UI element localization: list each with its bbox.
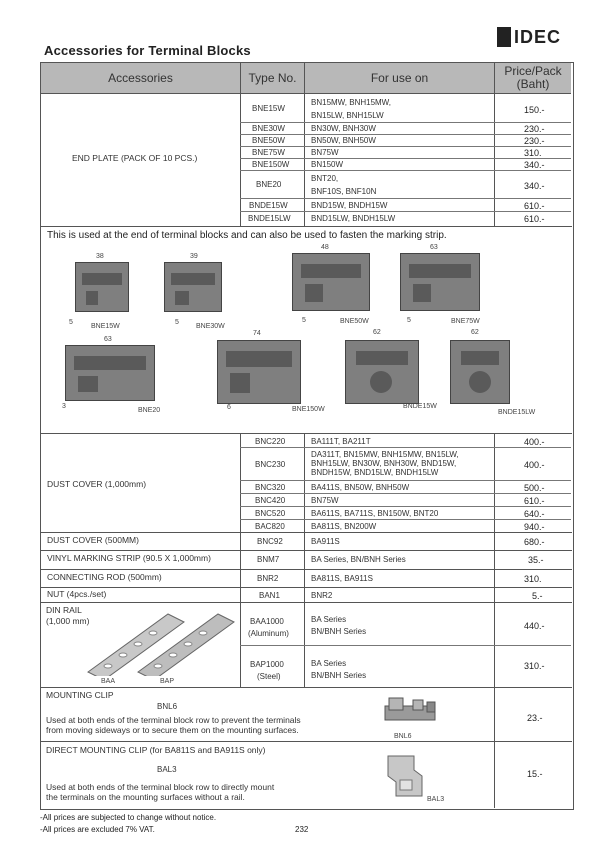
direct-clip-desc: the terminals on the mounting surfaces without a rail. xyxy=(46,792,245,802)
din-rail-price: 440.- xyxy=(524,621,545,631)
nut-label: NUT (4pcs./set) xyxy=(47,589,107,599)
end-plate-use: BN150W xyxy=(311,160,344,169)
dim-label: 38 xyxy=(96,253,104,260)
side-label: 5 xyxy=(69,319,73,326)
din-rail-use: BA Series xyxy=(311,659,347,668)
end-plate-type: BNDE15W xyxy=(249,201,288,210)
dust-cover-price: 940.- xyxy=(524,522,545,532)
dust-cover-type: BNC320 xyxy=(255,483,286,492)
end-plate-type: BNDE15LW xyxy=(248,214,291,223)
rod-price: 310. xyxy=(524,574,542,584)
end-plate-price: 230.- xyxy=(524,124,545,134)
mounting-clip-desc: from moving sideways or to secure them on the mounting surfaces. xyxy=(46,725,299,735)
direct-clip-price: 15.- xyxy=(527,769,543,779)
end-plate-use: BN75W xyxy=(311,148,339,157)
dim-label: 62 xyxy=(373,329,381,336)
end-plate-type: BNE15W xyxy=(252,104,285,113)
dust-cover-500-price: 680.- xyxy=(524,537,545,547)
din-rail-type: BAA1000 xyxy=(250,617,284,626)
dust-cover-use: BA411S, BN50W, BNH50W xyxy=(311,483,410,492)
dust-cover-price: 400.- xyxy=(524,460,545,470)
dust-cover-type: BNC220 xyxy=(255,437,286,446)
dust-cover-price: 610.- xyxy=(524,496,545,506)
vinyl-price: 35.- xyxy=(528,555,544,565)
dust-cover-price: 400.- xyxy=(524,437,545,447)
dim-label: 74 xyxy=(253,330,261,337)
din-rail-price: 310.- xyxy=(524,661,545,671)
dust-cover-use: BA811S, BN200W xyxy=(311,522,377,531)
end-plate-use: BNT20, xyxy=(311,174,339,183)
dust-cover-label: DUST COVER (1,000mm) xyxy=(47,479,147,489)
nut-type: BAN1 xyxy=(259,591,280,600)
dust-cover-500-type: BNC92 xyxy=(257,537,283,546)
rod-label: CONNECTING ROD (500mm) xyxy=(47,572,162,582)
mounting-clip-image-label: BNL6 xyxy=(394,733,412,740)
mounting-clip-price: 23.- xyxy=(527,713,543,723)
image-label: BNDE15LW xyxy=(498,409,536,416)
mounting-clip-label: MOUNTING CLIP xyxy=(46,690,114,700)
footnote: -All prices are subjected to change without notice. xyxy=(40,813,217,822)
side-label: 5 xyxy=(175,319,179,326)
end-plate-price: 230.- xyxy=(524,136,545,146)
mounting-clip-desc: Used at both ends of the terminal block row to prevent the terminals xyxy=(46,715,301,725)
end-plate-price: 150.- xyxy=(524,105,545,115)
vinyl-use: BA Series, BN/BNH Series xyxy=(311,555,406,564)
din-rail-label: DIN RAIL xyxy=(46,605,82,615)
end-plate-type: BNE75W xyxy=(252,148,285,157)
dust-cover-use: BNH15LW, BN30W, BNH30W, BND15W, xyxy=(311,459,457,468)
header-for-use-on: For use on xyxy=(370,71,429,85)
din-rail-type: BAP1000 xyxy=(250,660,284,669)
din-rail-use: BA Series xyxy=(311,615,347,624)
rod-type: BNR2 xyxy=(257,574,279,583)
din-rail-material: (Steel) xyxy=(257,672,281,681)
din-rail-length: (1,000 mm) xyxy=(46,616,90,626)
direct-clip-desc: Used at both ends of the terminal block row to directly mount xyxy=(46,782,275,792)
table-header xyxy=(41,63,571,94)
logo-mark-icon xyxy=(497,27,511,47)
dust-cover-price: 500.- xyxy=(524,483,545,493)
header-price: Price/Pack (Baht) xyxy=(504,64,562,91)
din-rail-bap-label: BAP xyxy=(160,678,175,685)
direct-clip-image-label: BAL3 xyxy=(427,796,445,803)
mounting-clip-type: BNL6 xyxy=(157,702,178,711)
end-plate-type: BNE150W xyxy=(252,160,290,169)
footnote: -All prices are excluded 7% VAT. xyxy=(40,825,155,834)
dust-cover-use: BA611S, BA711S, BN150W, BNT20 xyxy=(311,509,439,518)
nut-price: 5.- xyxy=(532,591,543,601)
end-plate-price: 310. xyxy=(524,148,542,158)
image-label: BNE150W xyxy=(292,406,325,413)
dust-cover-type: BAC820 xyxy=(255,522,285,531)
page-number: 232 xyxy=(295,825,309,834)
end-plate-price: 340.- xyxy=(524,181,545,191)
side-label: 5 xyxy=(302,317,306,324)
vinyl-type: BNM7 xyxy=(257,555,280,564)
image-label: BNE15W xyxy=(91,323,120,330)
header-type-no: Type No. xyxy=(248,71,297,85)
dust-cover-use: BNDH15W, BND15LW, BNDH15LW xyxy=(311,468,439,477)
end-plate-use: BN15LW, BNH15LW xyxy=(311,111,384,120)
direct-clip-type: BAL3 xyxy=(157,765,177,774)
end-plate-note: This is used at the end of terminal blocks and can also be used to fasten the marking strip. xyxy=(47,230,447,241)
end-plate-use: BN30W, BNH30W xyxy=(311,124,376,133)
din-rail-material: (Aluminum) xyxy=(248,629,289,638)
dim-label: 48 xyxy=(321,244,329,251)
end-plate-price: 610.- xyxy=(524,214,545,224)
side-label: 6 xyxy=(227,404,231,411)
end-plate-type: BNE30W xyxy=(252,124,285,133)
din-rail-use: BN/BNH Series xyxy=(311,627,367,636)
dust-cover-use: BA111T, BA211T xyxy=(311,437,371,446)
rod-use: BA811S, BA911S xyxy=(311,574,373,583)
end-plate-price: 340.- xyxy=(524,160,545,170)
vinyl-label: VINYL MARKING STRIP (90.5 X 1,000mm) xyxy=(47,553,211,563)
end-plate-type: BNE20 xyxy=(256,180,282,189)
nut-use: BNR2 xyxy=(311,591,333,600)
dust-cover-type: BNC520 xyxy=(255,509,286,518)
dim-label: 63 xyxy=(430,244,438,251)
end-plate-use: BN50W, BNH50W xyxy=(311,136,376,145)
end-plate-use: BND15LW, BNDH15LW xyxy=(311,214,396,223)
idec-logo xyxy=(497,27,561,47)
din-rail-baa-label: BAA xyxy=(101,678,116,685)
dim-label: 62 xyxy=(471,329,479,336)
direct-clip-label: DIRECT MOUNTING CLIP (for BA811S and BA911S only) xyxy=(46,745,266,755)
dust-cover-use: DA311T, BN15MW, BNH15MW, BN15LW, xyxy=(311,450,459,459)
mounting-clip-image xyxy=(383,694,439,730)
dim-label: 39 xyxy=(190,253,198,260)
end-plate-price: 610.- xyxy=(524,201,545,211)
dust-cover-type: BNC420 xyxy=(255,496,286,505)
dust-cover-500-label: DUST COVER (500MM) xyxy=(47,535,139,545)
image-label: BNE30W xyxy=(196,323,225,330)
logo-text: IDEC xyxy=(514,26,562,47)
dust-cover-price: 640.- xyxy=(524,509,545,519)
image-label: BNE75W xyxy=(451,318,480,325)
end-plate-label: END PLATE (PACK OF 10 PCS.) xyxy=(72,153,198,163)
side-label: 3 xyxy=(62,403,66,410)
din-rail-use: BN/BNH Series xyxy=(311,671,367,680)
end-plate-use: BN15MW, BNH15MW, xyxy=(311,98,392,107)
direct-clip-image xyxy=(384,752,426,800)
header-accessories: Accessories xyxy=(108,71,173,85)
image-label: BNE20 xyxy=(138,407,161,414)
dust-cover-use: BN75W xyxy=(311,496,339,505)
end-plate-use: BND15W, BNDH15W xyxy=(311,201,388,210)
end-plate-use: BNF10S, BNF10N xyxy=(311,187,377,196)
end-plate-type: BNE50W xyxy=(252,136,285,145)
page-title: Accessories for Terminal Blocks xyxy=(44,43,251,58)
image-label: BNE50W xyxy=(340,318,369,325)
din-rail-image xyxy=(78,606,238,676)
dust-cover-type: BNC230 xyxy=(255,460,286,469)
image-label: BNDE15W xyxy=(403,403,437,410)
dim-label: 63 xyxy=(104,336,112,343)
dust-cover-500-use: BA911S xyxy=(311,537,340,546)
side-label: 5 xyxy=(407,317,411,324)
